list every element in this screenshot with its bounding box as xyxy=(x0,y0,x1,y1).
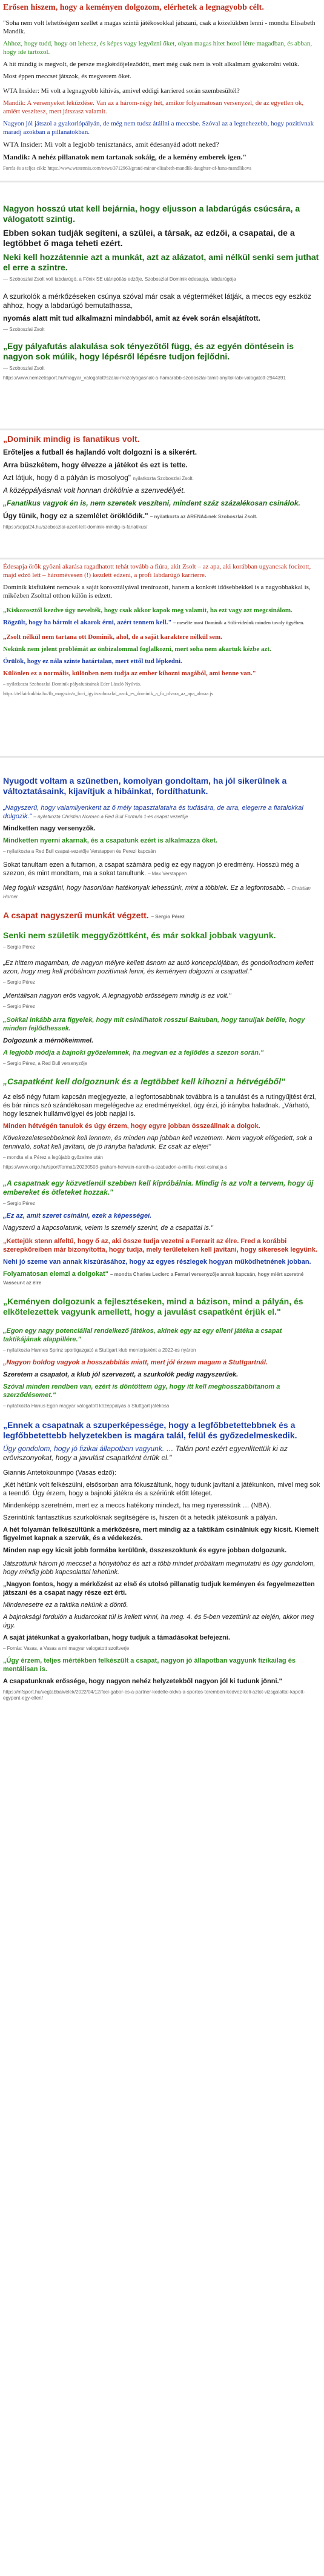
section5-q18: „Nagyon boldog vagyok a hosszabbítás miatt, mert jól érzem magam a Stuttgartnál. xyxy=(3,1359,268,1366)
section3-line-5: A középpályásnak volt honnan örökölnie a szenvedélyét. xyxy=(3,486,186,495)
section4-p3: „Kiskorosztól kezdve úgy nevelték, hogy csak akkor kapok meg valamit, ha ezt vagy azt megcsinálom. xyxy=(3,607,293,614)
section4-p5: „Zsolt nélkül nem tartana ott Dominik, ahol, de a saját karaktere nélkül sem. xyxy=(3,633,222,641)
section4-p2: Dominik kisfiúként nemcsak a saját korosztályával trenírozott, hanem a konkrét idősebbekkel is a nagyobbakkal is, miközben Zsolttal otthon külön is edzett. xyxy=(3,584,311,599)
section2-quote-author: — Szoboszlai Zsolt xyxy=(3,327,45,332)
section4-p8-author: – nyilatkozta Szoboszlai Dominik pályafutásának Eder László Nyilvás. xyxy=(3,681,141,687)
section5-q7: „Mentálisan nagyon erős vagyok. A legnagyobb erősségem mindig is ez volt." xyxy=(3,992,231,999)
quote-line-2: Ahhoz, hogy tudd, hogy ott lehetsz, és képes vagy legyőzni őket, olyan magas hitet hozol létre magadban, és abban, hogy ide tartozol. xyxy=(3,40,312,56)
section5-h1: Nyugodt voltam a szünetben, komolyan gondoltam, ha jól sikerülnek a változtatásaink, kijavítjuk a hibáinkat, fordíthatunk. xyxy=(3,776,287,796)
quote-line-1: "Soha nem volt lehetőségem szellet a magas szintű játékosokkal játszani, csak a közelükben lenni - mondta Elisabeth Mandik. xyxy=(3,19,316,35)
section5-q34: A csapatunknak erőssége, hogy nagyon nehéz helyzetekből nagyon jól ki tudunk jönni." xyxy=(3,1678,282,1685)
section5-q8: „Sokkal inkább arra figyelek, hogy mit csinálhatok rosszul Bakuban, hogy tanuljak belőle, hogy minden fejlődhessek. xyxy=(3,1016,305,1032)
section2-headline-2: Ebben sokan tudják segíteni, a szülei, a társak, az edzői, a csapatai, de a legtöbbet ő maga teheti ezért. xyxy=(3,228,295,248)
section5-q21: Úgy gondolom, hogy jó fizikai állapotban vagyunk. xyxy=(3,1444,165,1453)
wta-question-1: WTA Insider: Mi volt a legnagyobb kihívás, amivel eddigi karriered során szembesültél? xyxy=(3,87,240,95)
szoboszlai-father-section xyxy=(3,187,321,426)
section4-p6: Nekünk nem jelent problémát az önbizalommal foglalkozni, mert soha nem akartuk kézbe azt. xyxy=(3,646,271,653)
section5-q32: A saját játékunkat a gyakorlatban, hogy tudjuk a támadásokat befejezni. xyxy=(3,1634,230,1641)
section5-h6: „Ennek a csapatnak a szuperképessége, hogy a legfőbbetettebbnek és a legfőbbetettebb helyzetekben is magára talál, felül és győzedelmeskedik. xyxy=(3,1420,297,1440)
section5-h5: „Keményen dolgozunk a fejlesztéseken, mind a bázison, mind a pályán, és elkötelezettek vagyunk amellett, hogy a javulást csapatként érjük el." xyxy=(3,1296,303,1316)
section5-q20: Szóval minden rendben van, ezért is döntöttem úgy, hogy itt kell meghosszabbítanom a szerződésemet." xyxy=(3,1383,280,1399)
section4-p7: Örülök, hogy ez nála szinte határtalan, mert ettől tud lépkedni. xyxy=(3,658,182,665)
section4-p1: Édesapja örök gyözni akarása ragadhatott tehát tovább a fiúra, akit Zsolt – az apa, aki korábban ugyancsak focizott, majd edző lett – háromévesen (!) kezdett edzeni, a profi labdarúgó karrierre. xyxy=(3,563,311,579)
section5-q30: Mindenesetre ez a taktika nekünk a döntő. xyxy=(3,1601,128,1609)
section5-p3: Kövekezeletesebbeknek kell lennem, és minden nap jobban kell vezetnem. Nem vagyok elégedett, sok a tennivaló, sokat kell javítani, de jó irányba haladunk. Ez csak az eleje!" xyxy=(3,1135,312,1150)
section5-p2: Minden hétvégén tanulok és úgy érzem, hogy egyre jobban összeállnak a dolgok. xyxy=(3,1123,260,1130)
section5-q16: Folyamatosan elemzi a dolgokat" xyxy=(3,1270,108,1278)
divider xyxy=(0,558,324,559)
section5-h2: A csapat nagyszerű munkát végzett. xyxy=(3,910,149,920)
section5-q14: „Kettejük stenn alfeltű, hogy ő az, aki össze tudja vezetni a Ferrarit az élre. Fred a korábbi szerepköreiben már bizonyította, hogy tudja, mely területeken kell javítani, hogy sikeresek legyünk. xyxy=(3,1238,318,1253)
section2-quote-2: nyomás alatt mit tud alkalmazni mindabból, amit az évek során elsajátított. xyxy=(3,314,260,322)
section5-q22: Giannis Antetokounmpo (Vasas edző): xyxy=(3,1469,116,1477)
section5-q1: „Nagyszerű, hogy valamilyenkent az ő mély tapasztalataira és tudására, de arra, elegerre a fiatalokkal dolgozik." xyxy=(3,804,303,820)
source-link-2[interactable]: https://www.nemzetisport.hu/magyar_valogatott/szalai-mozolyogasnak-a-hamarabb-szoboszlai-tamit-anyitol-labi-valogatott-2944391 xyxy=(3,375,286,381)
quote-line-3: A hit mindig is megvolt, de persze megkérdőjeleződött, mert még csak nem is volt alkalmam gyakorolni velük. xyxy=(3,61,300,68)
section5-h3-author: – Sergio Pérez xyxy=(3,944,35,950)
source-link-6[interactable]: https://mfsport.hu/vegtabbak/elek/2022/04/12/foci-gabor-es-a-partner-kedelle-oldva-a-sportos-teremben-kedvez-keli-aztot-vizsgalattal-kapott-egypont-egy-ellen/ xyxy=(3,1689,305,1701)
section2-headline-1: Nagyon hosszú utat kell bejárnia, hogy eljusson a labdarúgás csúcsára, a válogatott szintig. xyxy=(3,204,300,224)
section2-quote-3: „Egy pályafutás alakulása sok tényezőtől függ, és az egyén döntésein is nagyon sok múlik, hogy lépésről lépésre tudjon fejlődni. xyxy=(3,341,294,361)
section5-q23: „Két hétünk volt felkészülni, elsősorban arra fókuszáltunk, hogy tudunk javítani a játékunkon, mivel meg sok a teendő. Úgy érzem, hogy a bajnoki játékra és a szériúnk előtt léteget. xyxy=(3,1481,320,1497)
section5-q3: Mindketten nyerni akarnak, és a csapatunk ezért is alkalmazza őket. xyxy=(3,837,217,844)
section2-quote-1: A szurkolók a mérkőzéseken csúnya szóval már csak a végterméket látják, a meccs egy eszköz ahhoz, hogy a labdarúgó bemutathassa, xyxy=(3,292,311,310)
section5-q27: Minden nap egy kicsit jobb formába kerülünk, összeszoktunk és egyre jobban dolgozunk. xyxy=(3,1547,287,1554)
source-link-1[interactable]: Forrás és a teljes cikk: https://www.wtatennis.com/news/3712963/grand-minor-elisabeth-mandlik-daughter-of-hana-mandlikova xyxy=(3,165,251,171)
section5-q13: Nagyszerű a kapcsolatunk, velem is személy szerint, de a csapattal is." xyxy=(3,1224,213,1232)
section5-q6-author: – Sergio Pérez xyxy=(3,979,35,985)
mandlik-section xyxy=(3,2,321,178)
section3-line-4: Azt látjuk, hogy ő a pályán is mosolyog" xyxy=(3,473,131,482)
section2-headline-3: Neki kell hozzátennie azt a munkát, azt az alázatot, ami nélkül senki sem juthat el erre a szintre. xyxy=(3,252,319,272)
source-link-3[interactable]: https://sdpal24.hu/szoboszlai-azert-lett-dominik-mindig-is-fanatikus/ xyxy=(3,524,148,530)
mandik-answer-2: Nagyon jól játszol a gyakorlópályán, de még nem tudsz átállni a meccsbe. Szóval az a legnehezebb, hogy pozitívnak maradj azokban a pillanatokban. xyxy=(3,120,314,136)
section3-headline: „Dominik mindig is fanatikus volt. xyxy=(3,434,140,444)
section4-p4: Rögzült, hogy ha bármit el akarok érni, azért tennem kell." xyxy=(3,619,172,626)
section2-source: — Szoboszlai Zsolt volt labdarúgó, a Főnix SE utánpótlás edzője, Szoboszlai Dominik édesapja, labdarúgója xyxy=(3,276,236,282)
section5-q11-author: – Sergio Pérez xyxy=(3,1201,35,1206)
divider xyxy=(0,181,324,182)
section3-line-7: Úgy tűnik, hogy ez a szemlélet öröklődik." xyxy=(3,512,148,520)
section5-q31: A bajnoksági fordulón a kudarcokat túl is kellett vinni, ha meg. 4. és 5-ben vezettünk az elején, akkor meg úgy. xyxy=(3,1613,314,1629)
section5-q16-author: – mondta Charles Leclerc a Ferrari versenyzője annak kapcsán, hogy miért szeretné Vasseur-t az élre xyxy=(3,1272,304,1286)
divider xyxy=(0,429,324,430)
section5-q26: A hét folyamán felkészültünk a mérkőzésre, mert mindig az a taktikám csinálniuk egy kicsit. Kiemelt figyelmet kapnak a szervák, és a védekezés. xyxy=(3,1526,319,1542)
section3-line7-author: – nyilatkozta az ARENA4-nek Szoboszlai Zsolt. xyxy=(150,514,257,519)
section4-p4-author: – mesélte most Dominik a Stili-videónk minden tavaly ügyében. xyxy=(173,620,305,626)
motorsport-section xyxy=(3,761,321,2574)
section5-q25: Szerintünk fantasztikus szurkolóknak segítségére is, hiszen őt a hetedik játékosunk a pályán. xyxy=(3,1514,278,1521)
section3-line4-author: nyilatkozta Szoboszlai Zsolt. xyxy=(133,476,194,481)
section5-h4: „Csapatként kell dolgoznunk és a legtöbbet kell kihozni a hétvégéből" xyxy=(3,1076,285,1086)
section5-h2-author: – Sergio Pérez xyxy=(151,914,185,919)
section5-q15: Nehi jó szeme van annak kiszúrásához, hogy az egyes részlegek hogyan működhetnének jobban. xyxy=(3,1258,311,1266)
section5-q7-author: – Sergio Pérez xyxy=(3,1004,35,1009)
wta-question-2: WTA Insider: Mi volt a legjobb tenisztanács, amit édesanyád adott neked? xyxy=(3,140,219,148)
quote-line-4: Most éppen meccset játszok, és megverem őket. xyxy=(3,73,131,80)
section5-q33: „Úgy érzem, teljes mértékben felkészült a csapat, nagyon jó állapotban vagyunk fizikailag és mentálisan is. xyxy=(3,1657,296,1673)
source-link-5[interactable]: https://www.origo.hu/sport/forma1/20230503-graham-heiwain-nareth-a-szabadon-a-milliu-most-csinalja-s xyxy=(3,1164,228,1170)
section2-quote3-author: — Szoboszlai Zsolt xyxy=(3,365,45,371)
section5-q6: „Ez hittem magamban, de nagyon mélyre kellett ásnom az autó koncepciójában, és gondolkodnom kellett azon, hogy meg kell próbálnom pozitívnak lenni, és keményen dolgozni a csapattal." xyxy=(3,959,314,975)
section3-line-6: „Fanatikus vagyok én is, nem szeretek veszíteni, mindent száz százalékosan csinálok. xyxy=(3,499,300,507)
section5-p1: Az első négy futam kapcsán megjegyezte, a legfontosabbnak továbbra is a tanulást és a rutingyűjtést érzi, és bár nincs szó szándékosan megelégedve az eredményekkel, úgy érzi, jó irányba haladnak. „Várható, hogy lesznek hullámvölgyei és jobb napjai is. xyxy=(3,1093,316,1118)
section5-q4-author: – Max Verstappen xyxy=(148,871,187,876)
section5-q11: „A csapatnak egy közvetlenül szebben kell kipróbálnia. Mindig is az volt a tervem, hogy új embereket és ötleteket hozzak." xyxy=(3,1179,314,1196)
section1-headline: Erősen hiszem, hogy a keményen dolgozom, elérhetek a legnagyobb célt. xyxy=(3,3,264,12)
section3-line-3: Arra büszkétem, hogy élvezze a játékot és ezt is tette. xyxy=(3,461,188,469)
section5-q9: Dolgozunk a mérnökeimmel. xyxy=(3,1037,94,1044)
section4-p8: Különlen ez a normális, különben nem tudja az ember kihozni magából, ami benne van." xyxy=(3,670,256,677)
dominik-upbringing-section xyxy=(3,562,321,753)
section5-q19: Szeretem a csapatot, a klub jól szervezett, a szurkolók pedig nagyszerűek. xyxy=(3,1371,239,1378)
section5-q10: A legjobb módja a bajnoki győzelemnek, ha megvan ez a fejlődés a szezon során." xyxy=(3,1049,264,1056)
section5-q10-author: – Sergio Pérez, a Red Bull versenyzője xyxy=(3,1061,88,1066)
section5-q28: Játszottunk három jó meccset a hónyitóhoz és azt a több mindet próbáltam megmutatni és úgy gondolom, hogy mindig jobb kapcsolattal lehetünk. xyxy=(3,1560,316,1576)
section5-q32-author: – Forrás: Vasas, a Vasas a mi magyar valogatott szoftverje xyxy=(3,1646,130,1651)
section5-q21-tail: … Talán pont ezért egyenlítettük ki az erőviszonyokat, hogy a javulást csapatként értük el." xyxy=(3,1444,288,1462)
section5-q2: Mindketten nagy versenyzők. xyxy=(3,825,96,832)
section5-q3-author: – nyilatkozta a Red Bull csapat-vezetője Verstappen és Perezi kapcsán xyxy=(3,849,156,854)
section5-q24: Mindenképp szeretném, mert ez a meccs hatékony mindezt, ha meg nyeressünk … (NBA). xyxy=(3,1502,271,1509)
section5-q5: Meg fogjuk vizsgálni, hogy hasonlóan hatékonyak lehessünk, mint a többiek. Ez a legfontosabb. xyxy=(3,884,286,892)
section5-q17: „Egon egy nagy potenciállal rendelkező játékos, akinek egy az egy elleni játéka a csapat taktikájának alappillére." xyxy=(3,1327,282,1343)
section5-q4: Sokat tanultam ezen a futamon, a csapat számára pedig ez egy nagyon jó eredmény. Hosszú még a szezon, és mint mondtam, ma a sokat tanultunk. xyxy=(3,861,299,877)
divider xyxy=(0,756,324,758)
section5-q1-author: – nyilatkozta Christian Norman a Red Bull Formula 1-es csapat vezetője xyxy=(33,814,188,819)
mandik-answer-3: Mandik: A nehéz pillanatok nem tartanak sokáig, de a kemény emberek igen." xyxy=(3,153,247,161)
section5-q29: „Nagyon fontos, hogy a mérkőzést az első és utolsó pillanatig tudjuk keményen és fegyelmezetten játszani és a csapat nagy része ezt érti. xyxy=(3,1581,315,1597)
section3-line-2: Erőteljes a futball és hajlandó volt dolgozni is a sikerért. xyxy=(3,448,197,456)
section5-q17-author: – nyilatkozta Hannes Sprinz sportigazgató a Stuttgart klub mentorjaként a 2022-es nyáron xyxy=(3,1347,196,1353)
section5-h3: Senki nem születik meggyőzöttként, és már sokkal jobbak vagyunk. xyxy=(3,930,276,940)
section5-p3-author: – mondta el a Pérez a legújabb győzelme után xyxy=(3,1155,103,1160)
dominik-fanatic-section xyxy=(3,434,321,555)
mandik-answer-1: Mandik: A versenyeket lekűzdése. Van az a három-négy hét, amikor folyamatosan versenyzel, de az egyetlen ok, amiért veszítesz, mert játszasz valamit. xyxy=(3,99,304,115)
section5-q12: „Ez az, amit szeret csinálni, ezek a képességei. xyxy=(3,1212,152,1220)
section5-q20-author: – nyilatkozta Hanus Egon magyar válogatott középpályás a Stuttgart játékosa xyxy=(3,1403,170,1409)
section5-q5-author: – Christian Horner xyxy=(3,886,311,899)
source-link-4[interactable]: https://telfairkukbia.hu/fb_magazin/a_foci_igyi/szoboszlai_azok_es_dominik_a_fu_olvara_az_apa_almaa.js xyxy=(3,691,213,696)
